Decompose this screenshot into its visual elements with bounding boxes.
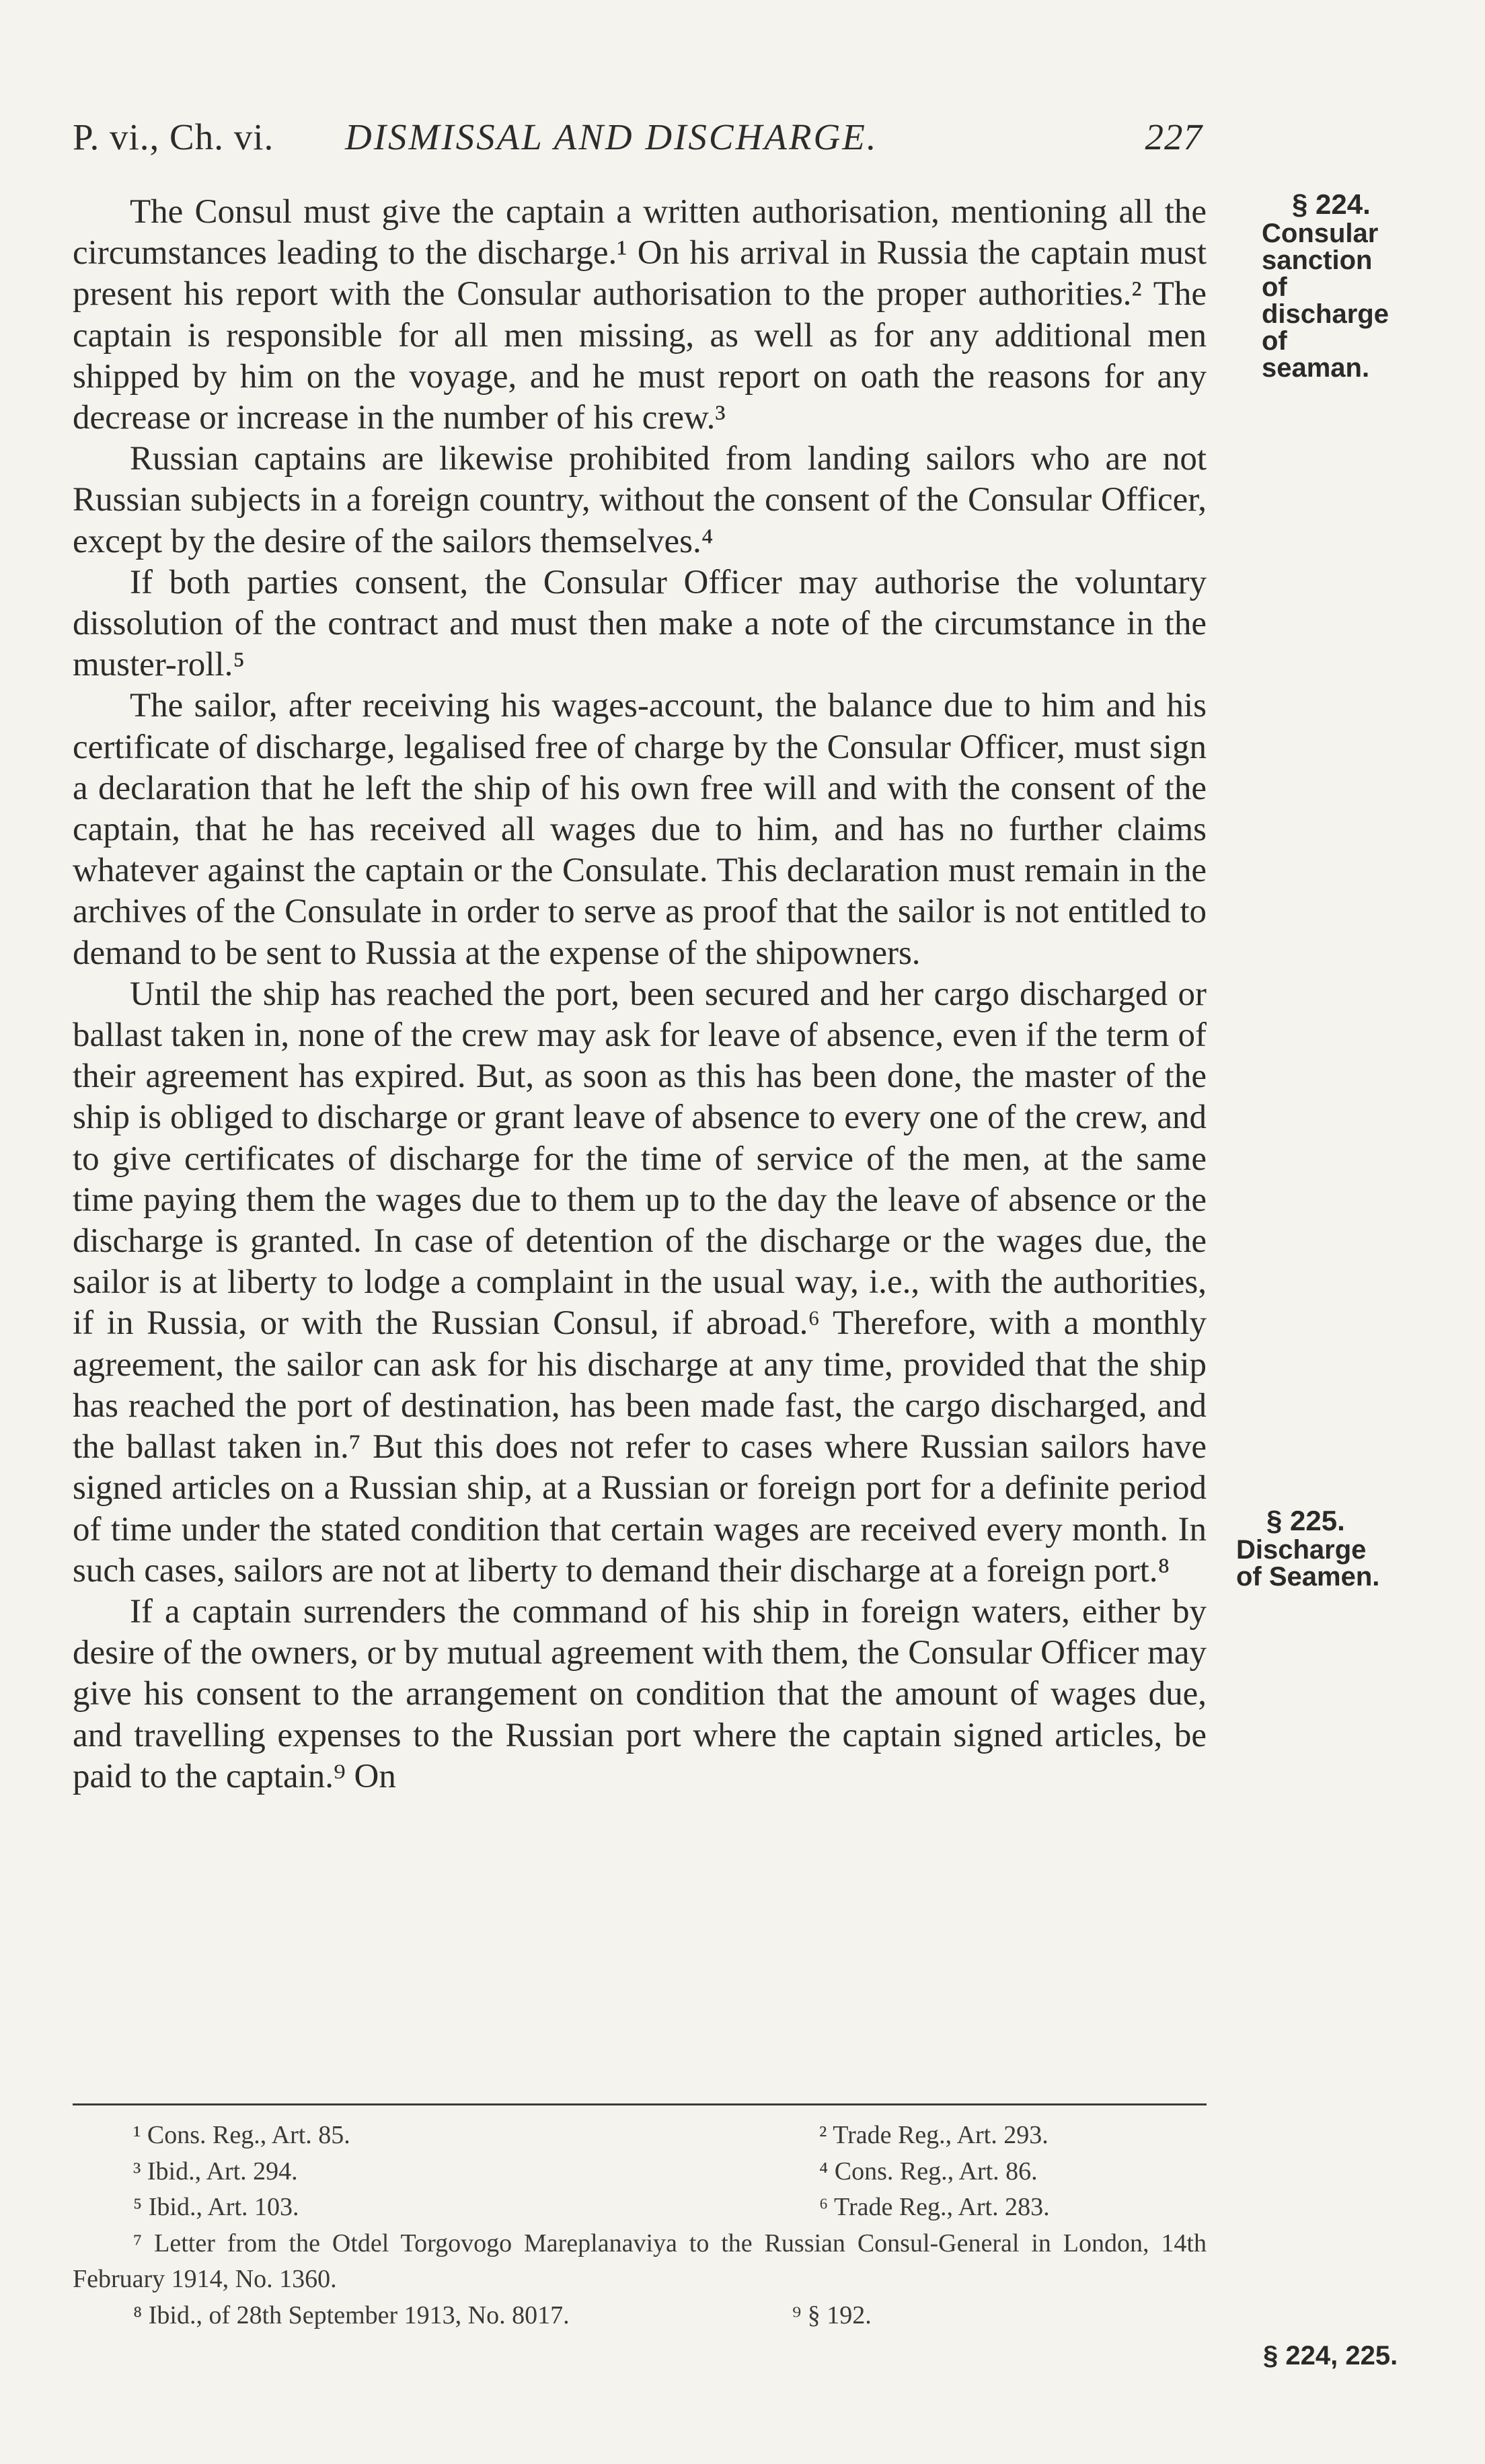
paragraph: Until the ship has reached the port, been secured and her cargo discharged or ballast taken in, none of the crew may ask for leave of absence, even if the term of their agreement has expired. But, as soon as this has been done, the master of the ship is obliged to discharge or grant leave of absence to every one of the crew, and to give certificates of discharge for the time of service of the men, at the same time paying them the wages due to them up to the day the leave of absence or the discharge is granted. In case of detention of the discharge or the wages due, the sailor is at liberty to lodge a complaint in the usual way, i.e., with the authorities, if in Russia, or with the Russian Consul, if abroad.⁶ Therefore, with a monthly agreement, the sailor can ask for his discharge at any time, provided that the ship has reached the port of destination, has been made fast, the cargo discharged, and the ballast taken in.⁷ But this does not refer to cases where Russian sailors have signed articles on a Russian ship, at a Russian or foreign port for a definite period of time under the stated condition that certain wages are received every month. In such cases, sailors are not at liberty to demand their discharge at a foreign port.⁸ [73, 975, 1207, 1590]
paragraph: The Consul must give the captain a written authorisation, mentioning all the circumstances leading to the discharge.¹ On his arrival in Russia the captain must present his report with the Consular authorisation to the proper authorities.² The captain is responsible for all men missing, as well as for any additional men shipped by him on the voyage, and he must report on oath the reasons for any decrease or increase in the number of his crew.³ [73, 193, 1207, 437]
section-tag: § 224, 225. [1263, 2341, 1398, 2370]
margin-note-line: Discharge [1236, 1535, 1367, 1565]
paragraph: Russian captains are likewise prohibited from landing sailors who are not Russian subjects in a foreign country, without the consent of the Consular Officer, except by the desire of the sailors themselves.⁴ [73, 440, 1207, 560]
footnote-divider [73, 2103, 1207, 2105]
footnote: ⁵ Ibid., Art. 103. [133, 2193, 299, 2221]
paragraph: If a captain surrenders the command of his ship in foreign waters, either by desire of the owners, or by mutual agreement with them, the Consular Officer may give his consent to the arrangement on condition that the amount of wages due, and travelling expenses to the Russian port where the captain signed articles, be paid to the captain.⁹ On [73, 1592, 1207, 1795]
footnote: ² Trade Reg., Art. 293. [819, 2121, 1049, 2149]
margin-note-225 [1236, 1507, 1398, 1590]
footnote: ¹ Cons. Reg., Art. 85. [133, 2121, 350, 2149]
page-number: 227 [1145, 116, 1203, 157]
paragraph: The sailor, after receiving his wages-account, the balance due to him and his certificate of discharge, legalised free of charge by the Consular Officer, must sign a declaration that he left the ship of his own free will and with the consent of the captain, that he has received all wages due to him, and has no further claims whatever against the captain or the Consulate. This declaration must remain in the archives of the Consulate in order to serve as proof that the sailor is not entitled to demand to be sent to Russia at the expense of the shipowners. [73, 687, 1207, 972]
margin-note-line: of seaman. [1262, 326, 1370, 383]
body-text [73, 192, 1207, 1797]
margin-note-line: discharge [1262, 299, 1389, 329]
footnotes [73, 2118, 1207, 2334]
footnote: ⁹ § 192. [792, 2301, 872, 2329]
margin-note-224 [1262, 190, 1396, 381]
footnote: ⁶ Trade Reg., Art. 283. [819, 2193, 1050, 2221]
running-header [73, 116, 1203, 163]
footnote: ⁸ Ibid., of 28th September 1913, No. 8017. [133, 2301, 570, 2329]
footnote: ⁷ Letter from the Otdel Torgovogo Mareplanaviya to the Russian Consul-General in London, 14th February 1914, No. 1360. [73, 2229, 1207, 2293]
chapter-reference: P. vi., Ch. vi. [73, 116, 274, 157]
paragraph: If both parties consent, the Consular Officer may authorise the voluntary dissolution of the contract and must then make a note of the circumstance in the muster-roll.⁵ [73, 563, 1207, 684]
footnote: ³ Ibid., Art. 294. [133, 2157, 298, 2186]
margin-note-line: of Seamen. [1236, 1562, 1380, 1592]
section-number: § 225. [1266, 1505, 1345, 1536]
margin-note-line: Consular [1262, 219, 1379, 248]
section-number: § 224. [1292, 188, 1371, 220]
margin-note-line: sanction of [1262, 246, 1373, 302]
page-title: DISMISSAL AND DISCHARGE. [345, 116, 878, 157]
footnote: ⁴ Cons. Reg., Art. 86. [819, 2157, 1038, 2186]
